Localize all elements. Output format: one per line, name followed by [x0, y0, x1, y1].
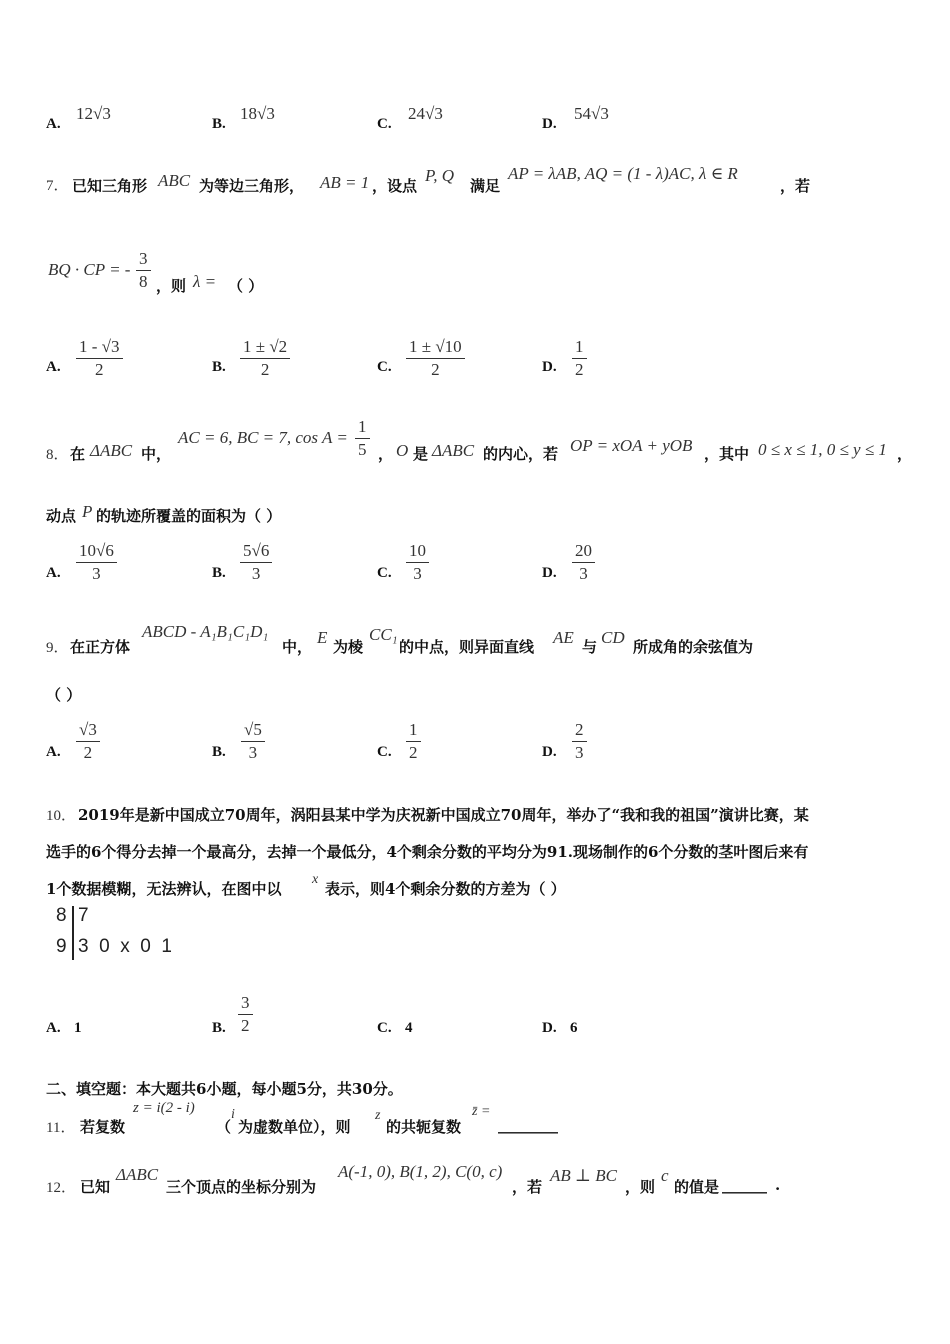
q8-text-8: 动点 [46, 507, 77, 525]
q7-option-a [76, 336, 123, 381]
q9-text-3: 为棱 [333, 638, 364, 656]
q7-option-c [406, 336, 465, 381]
q7-math-1: ABC [158, 171, 191, 190]
q10-number: 10． [46, 808, 77, 824]
q11-text-4: 的共轭复数 [386, 1118, 462, 1136]
q8-text-6: ，其中 [704, 445, 750, 463]
leaves-8: 7 [78, 905, 89, 926]
q9-text-6: 所成角的余弦值为 [633, 638, 754, 656]
q7-math-5: BQ · CP = - [48, 260, 131, 279]
q8-option-b-num: 5√6 [240, 540, 272, 563]
q10-option-b-num: 3 [238, 992, 253, 1015]
q9-math-5: CD [601, 628, 625, 647]
q9-text-7: （ ） [46, 686, 82, 704]
q8-option-c-den: 3 [413, 564, 422, 583]
q8-math-3: O [396, 441, 409, 460]
q9-option-a [76, 719, 100, 764]
q8-text-2: 中， [141, 445, 172, 463]
q6-option-c-value: 24√3 [408, 104, 443, 123]
q7-text-4: 满足 [470, 177, 501, 195]
q12-math-3: AB ⊥ BC [550, 1166, 617, 1185]
q12-answer-blank[interactable]: ______ [722, 1176, 767, 1194]
q8-text-7: ， [897, 445, 913, 463]
q10-line-2: 选手的6个得分去掉一个最高分，去掉一个最低分，4个剩余分数的平均分为91.现场制作的6个分数的茎叶图后来有 [46, 843, 809, 861]
q8-option-b-label: B. [212, 565, 226, 581]
q6-option-a-value: 12√3 [76, 104, 111, 123]
q12-text-4: ，则 [625, 1178, 656, 1196]
q10-option-b-den: 2 [241, 1016, 250, 1035]
q7-math-4: AP = λAB, AQ = (1 - λ)AC, λ ∈ R [508, 164, 738, 183]
q9-option-c [406, 719, 421, 764]
q9-math-2: E [317, 628, 328, 647]
q7-math-3: P, Q [425, 166, 454, 185]
q9-option-c-num: 1 [406, 719, 421, 742]
q10-option-d-label: D. [542, 1020, 557, 1036]
q9-option-d-label: D. [542, 744, 557, 760]
q10-option-b-label: B. [212, 1020, 226, 1036]
q8-math-8: P [82, 502, 93, 521]
section-heading: 二、填空题：本大题共6小题，每小题5分，共30分。 [46, 1080, 403, 1098]
q7-option-b-num: 1 ± √2 [240, 336, 290, 359]
q12-text-5: 的值是 [674, 1178, 720, 1196]
q9-number: 9． [46, 640, 69, 656]
q10-line-3a: 1个数据模糊，无法辨认，在图中以 [46, 880, 282, 898]
q12-text-1: 已知 [80, 1178, 111, 1196]
q9-option-a-label: A. [46, 744, 61, 760]
q8-text-3: ， [378, 445, 394, 463]
q11-math-3: z [375, 1108, 381, 1123]
q8-fraction [355, 416, 370, 461]
stem-9: 9 [56, 936, 67, 957]
q10-line-1: 2019年是新中国成立70周年，涡阳县某中学为庆祝新中国成立70周年，举办了“我和我的祖国”演讲比赛，某 [78, 806, 809, 824]
q7-text-6: ，则 [156, 277, 187, 295]
q8-option-d-den: 3 [579, 564, 588, 583]
q9-text-5: 与 [582, 638, 598, 656]
q7-text-3: ，设点 [372, 177, 418, 195]
q8-option-c [406, 540, 429, 585]
q8-math-5: OP = xOA + yOB [570, 436, 693, 455]
q9-option-d-den: 3 [575, 743, 584, 762]
q9-option-c-label: C. [377, 744, 392, 760]
q7-option-d-label: D. [542, 359, 557, 375]
q9-option-b [241, 719, 265, 764]
q8-option-a-num: 10√6 [76, 540, 117, 563]
q8-text-5: 的内心，若 [483, 445, 559, 463]
q7-option-b-label: B. [212, 359, 226, 375]
q10-line-3b: 表示，则4个剩余分数的方差为（ ） [325, 880, 566, 898]
q9-option-c-den: 2 [409, 743, 418, 762]
q12-text-2: 三个顶点的坐标分别为 [166, 1178, 317, 1196]
q8-option-a-den: 3 [92, 564, 101, 583]
q10-option-c-label: C. [377, 1020, 392, 1036]
q9-option-a-num: √3 [76, 719, 100, 742]
q7-option-c-num: 1 ± √10 [406, 336, 465, 359]
q10-option-a-label: A. [46, 1020, 61, 1036]
q8-math-6: 0 ≤ x ≤ 1, 0 ≤ y ≤ 1 [758, 440, 887, 459]
q7-option-d-num: 1 [572, 336, 587, 359]
q9-math-4: AE [553, 628, 574, 647]
q8-fraction-num: 1 [355, 416, 370, 439]
q11-text-3: 为虚数单位），则 [238, 1118, 351, 1136]
q7-option-a-num: 1 - √3 [76, 336, 123, 359]
q12-text-6: . [775, 1176, 781, 1194]
q7-option-d [572, 336, 587, 381]
q9-text-4: 的中点，则异面直线 [399, 638, 535, 656]
q7-text-5: ，若 [780, 177, 811, 195]
q11-answer-blank[interactable]: ________ [498, 1116, 558, 1134]
q9-text-1: 在正方体 [70, 638, 131, 656]
q9-option-a-den: 2 [83, 743, 93, 762]
q9-option-b-den: 3 [248, 743, 258, 762]
stem-divider [72, 906, 74, 960]
q6-option-d-label: D. [542, 116, 557, 132]
q7-text-7: （ ） [228, 277, 264, 295]
q9-option-b-num: √5 [241, 719, 265, 742]
q6-option-a-label: A. [46, 116, 61, 132]
q11-number: 11． [46, 1120, 76, 1136]
q8-option-d-label: D. [542, 565, 557, 581]
q10-option-b [238, 992, 253, 1037]
q11-math-4: z̄ = [472, 1104, 491, 1119]
q12-number: 12． [46, 1180, 77, 1196]
q6-option-b-label: B. [212, 116, 226, 132]
q8-option-a-label: A. [46, 565, 61, 581]
q9-option-d [572, 719, 587, 764]
q11-math-1: z = i(2 - i) [133, 1100, 195, 1116]
q10-math-x: x [312, 872, 319, 887]
q11-text-1: 若复数 [80, 1118, 126, 1136]
q6-option-b-value: 18√3 [240, 104, 275, 123]
q12-math-1: ΔABC [116, 1165, 159, 1184]
q7-math-2: AB = 1 [320, 173, 370, 192]
q6-option-d-value: 54√3 [574, 104, 609, 123]
q8-option-b-den: 3 [251, 564, 261, 583]
q8-math-2: AC = 6, BC = 7, cos A = [178, 428, 348, 447]
q8-text-4: 是 [413, 445, 429, 463]
q7-option-a-den: 2 [95, 360, 104, 379]
q8-option-d [572, 540, 595, 585]
q7-text-1: 已知三角形 [72, 177, 148, 195]
q8-option-d-num: 20 [572, 540, 595, 563]
q8-text-1: 在 [70, 445, 86, 463]
q7-math-6: λ = [193, 272, 217, 291]
q12-math-4: c [661, 1166, 669, 1185]
q8-text-9: 的轨迹所覆盖的面积为（ ） [96, 507, 282, 525]
q8-fraction-den: 5 [358, 440, 367, 459]
q9-option-d-num: 2 [572, 719, 587, 742]
q7-option-a-label: A. [46, 359, 61, 375]
q7-text-2: 为等边三角形， [199, 177, 305, 195]
q7-fraction-den: 8 [139, 272, 148, 291]
q11-math-2: i [231, 1107, 235, 1122]
q8-option-b [240, 540, 272, 585]
q7-fraction-num: 3 [136, 248, 151, 271]
q7-option-d-den: 2 [575, 360, 584, 379]
q11-text-2: （ [216, 1118, 232, 1136]
q8-option-a [76, 540, 117, 585]
q6-option-c-label: C. [377, 116, 392, 132]
q9-option-b-label: B. [212, 744, 226, 760]
q8-math-4: ΔABC [432, 441, 475, 460]
q8-math-1: ΔABC [90, 441, 133, 460]
q9-text-2: 中， [282, 638, 313, 656]
q7-fraction [136, 248, 151, 293]
q9-math-3: CC₁ [369, 625, 398, 644]
q10-option-a-value: 1 [74, 1020, 82, 1036]
q8-number: 8． [46, 447, 69, 463]
q8-option-c-num: 10 [406, 540, 429, 563]
q7-option-b-den: 2 [260, 360, 270, 379]
q10-option-d-value: 6 [570, 1020, 578, 1036]
q12-text-3: ，若 [512, 1178, 543, 1196]
q9-math-1: ABCD - A₁B₁C₁D₁ [142, 622, 269, 641]
q10-option-c-value: 4 [405, 1020, 413, 1036]
q8-option-c-label: C. [377, 565, 392, 581]
stem-8: 8 [56, 905, 67, 926]
q12-math-2: A(-1, 0), B(1, 2), C(0, c) [338, 1162, 503, 1181]
q7-option-c-den: 2 [431, 360, 440, 379]
q7-option-c-label: C. [377, 359, 392, 375]
q7-number: 7． [46, 178, 69, 194]
q7-option-b [240, 336, 290, 381]
leaves-9: 3 0 x 0 1 [78, 936, 172, 957]
